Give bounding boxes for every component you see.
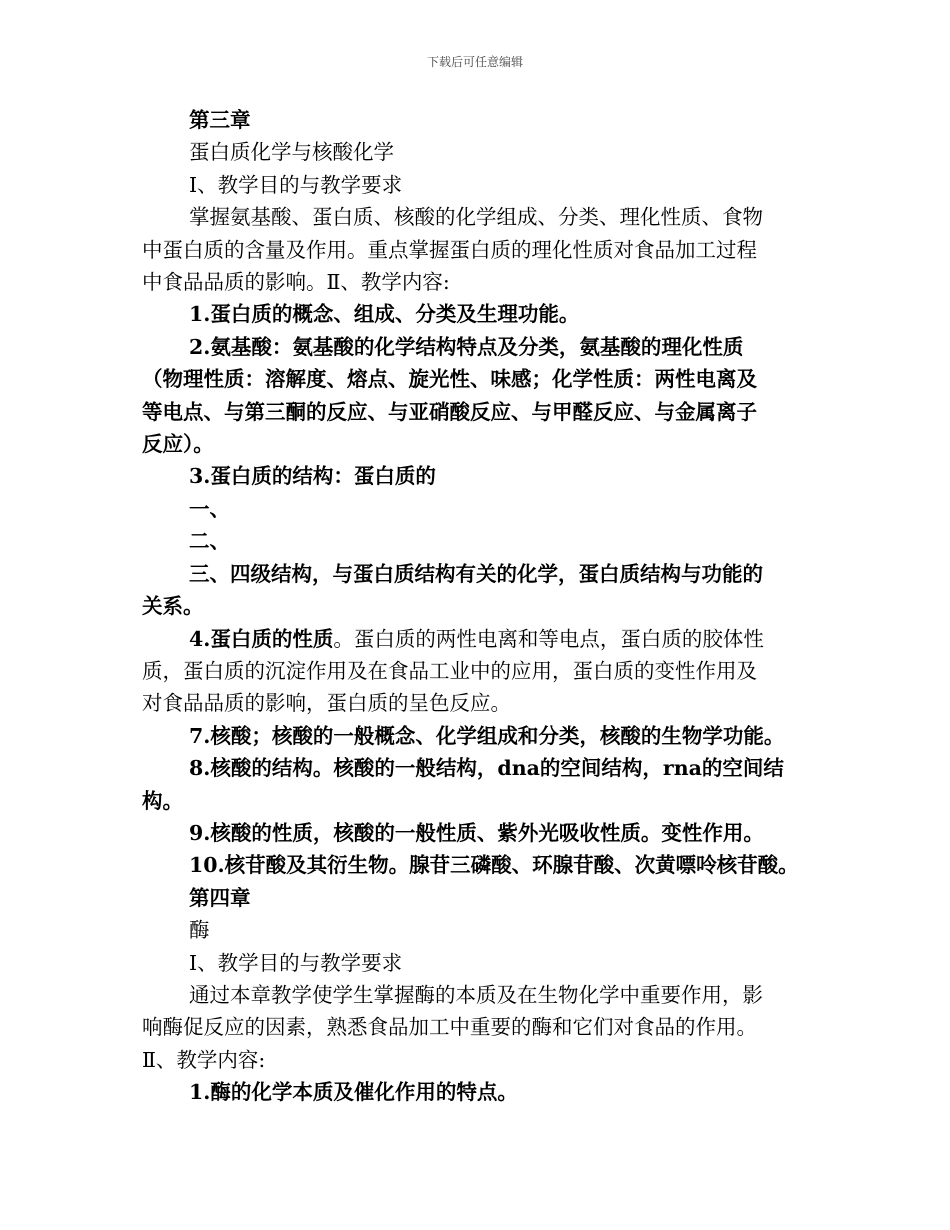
chapter-title: 蛋白质化学与核酸化学 (189, 140, 394, 165)
paragraph-line: 通过本章教学使学生掌握酶的本质及在生物化学中重要作用，影 (189, 982, 763, 1007)
chapter-heading: 第四章 (189, 885, 251, 910)
list-item: 1.酶的化学本质及催化作用的特点。 (189, 1080, 518, 1105)
list-item: 2.氨基酸：氨基酸的化学结构特点及分类，氨基酸的理化性质 (189, 334, 744, 359)
paragraph-line: 中蛋白质的含量及作用。重点掌握蛋白质的理化性质对食品加工过程 (142, 237, 757, 262)
list-item-continued: 等电点、与第三酮的反应、与亚硝酸反应、与甲醛反应、与金属离子 (142, 399, 757, 424)
section-heading: Ⅰ、教学目的与教学要求 (189, 172, 403, 197)
list-item: 10.核苷酸及其衍生物。腺苷三磷酸、环腺苷酸、次黄嘌呤核苷酸。 (189, 853, 799, 878)
page-header: 下载后可任意编辑 (426, 55, 523, 69)
document-body (142, 104, 814, 1109)
section-heading: Ⅱ、教学内容: (142, 1047, 266, 1072)
list-item: 二、 (189, 529, 230, 554)
list-item-lead: 4.蛋白质的性质 (189, 626, 334, 651)
list-item: 3.蛋白质的结构：蛋白质的 (189, 464, 436, 489)
list-item: 8.核酸的结构。核酸的一般结构，dna的空间结构，rna的空间结 (189, 756, 784, 781)
list-item-continued: （物理性质：溶解度、熔点、旋光性、味感；化学性质：两性电离及 (142, 367, 757, 392)
paragraph-line: 中食品品质的影响。Ⅱ、教学内容: (142, 270, 450, 295)
list-item-continued: 构。 (142, 788, 183, 813)
paragraph-line: 掌握氨基酸、蛋白质、核酸的化学组成、分类、理化性质、食物 (189, 205, 763, 230)
paragraph-line: 对食品品质的影响，蛋白质的呈色反应。 (142, 691, 511, 716)
list-item: 9.核酸的性质，核酸的一般性质、紫外光吸收性质。变性作用。 (189, 820, 764, 845)
list-item: 一、 (189, 496, 230, 521)
list-item: 7.核酸；核酸的一般概念、化学组成和分类，核酸的生物学功能。 (189, 723, 785, 748)
list-item-continued: 关系。 (142, 594, 204, 619)
paragraph-line: 响酶促反应的因素，熟悉食品加工中重要的酶和它们对食品的作用。 (142, 1015, 757, 1040)
paragraph-line: 质，蛋白质的沉淀作用及在食品工业中的应用，蛋白质的变性作用及 (142, 658, 757, 683)
chapter-title: 酶 (189, 918, 210, 943)
list-item: 三、四级结构，与蛋白质结构有关的化学，蛋白质结构与功能的 (189, 561, 763, 586)
chapter-heading: 第三章 (189, 108, 251, 132)
section-heading: Ⅰ、教学目的与教学要求 (189, 950, 403, 975)
list-item-continued: 反应）。 (142, 432, 214, 457)
list-item (142, 623, 814, 655)
list-item: 1.蛋白质的概念、组成、分类及生理功能。 (189, 302, 580, 327)
list-item-rest: 。蛋白质的两性电离和等电点，蛋白质的胶体性 (333, 626, 764, 651)
